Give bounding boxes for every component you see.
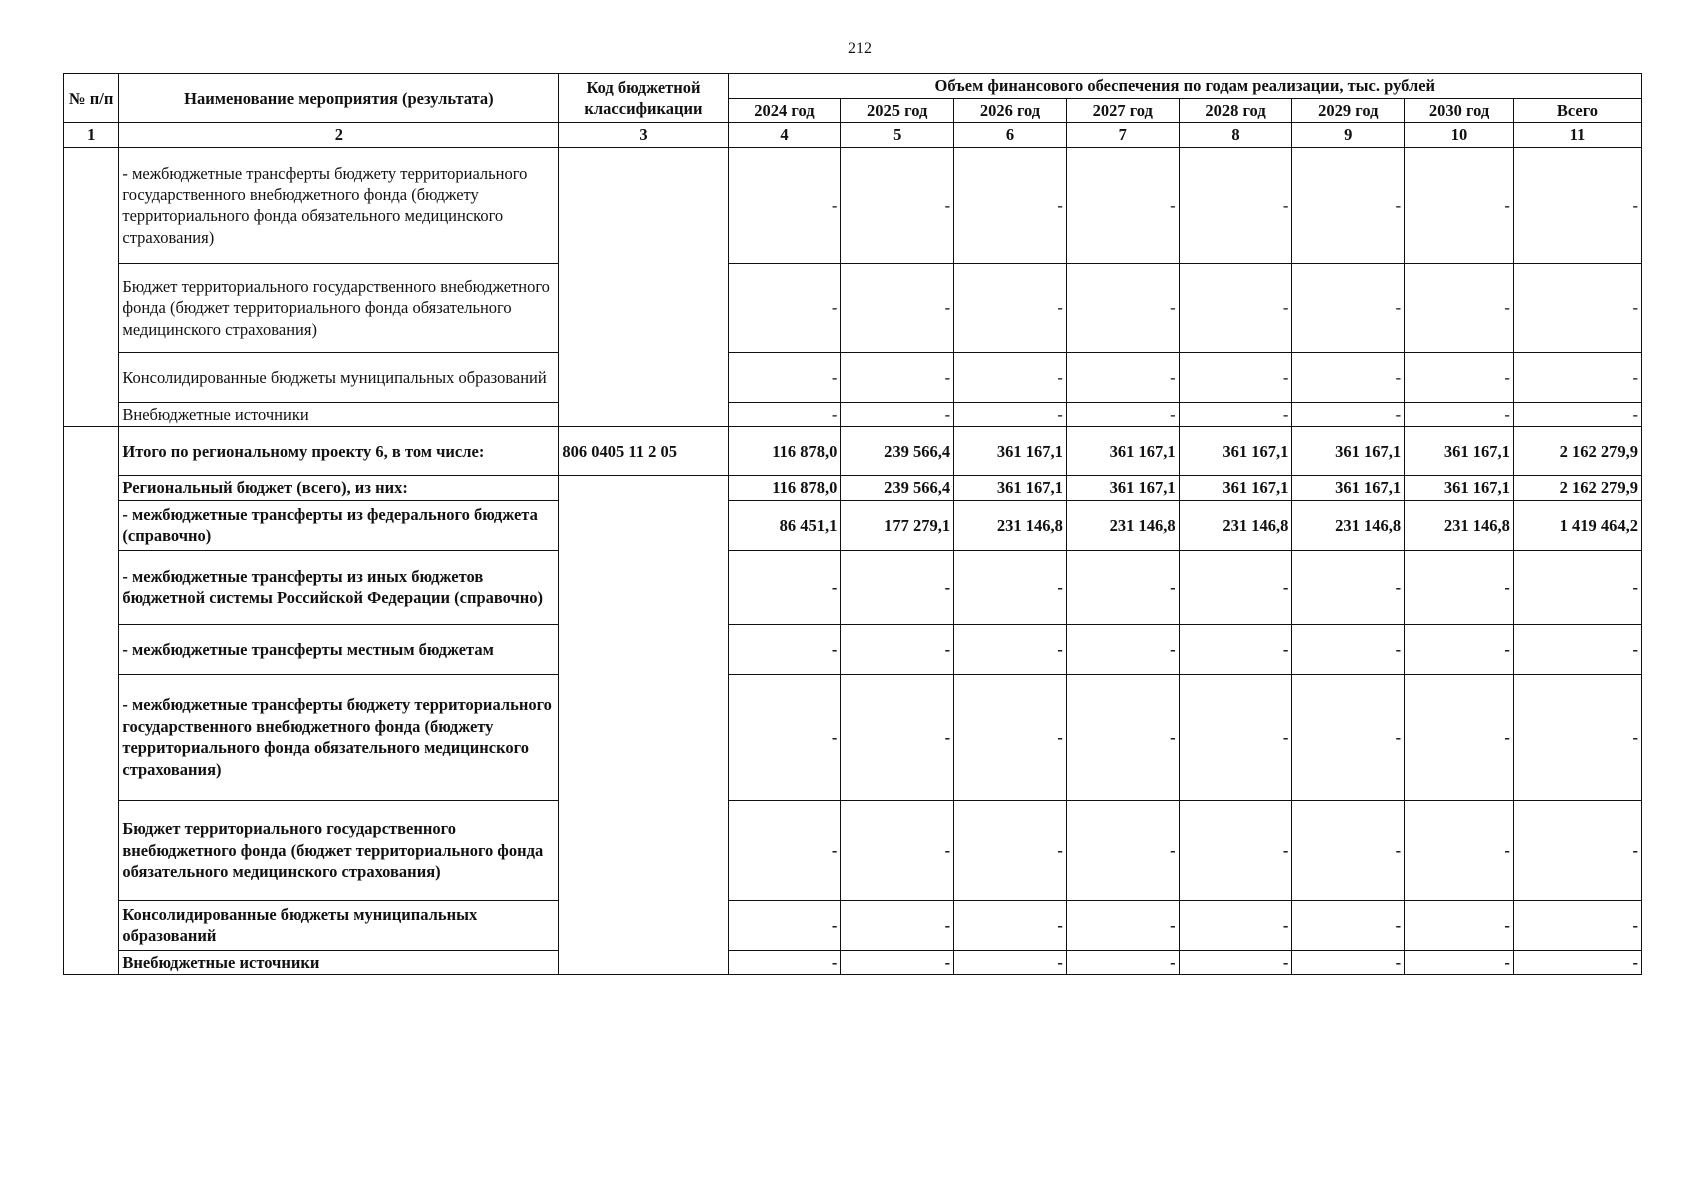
- value-cell: -: [728, 263, 841, 352]
- header-total: Всего: [1513, 99, 1641, 123]
- value-cell: 231 146,8: [1179, 500, 1292, 550]
- value-cell: -: [1405, 352, 1514, 402]
- page-number: 212: [848, 40, 872, 57]
- row-name: Консолидированные бюджеты муниципальных образований: [119, 900, 559, 950]
- row-name: Внебюджетные источники: [119, 950, 559, 974]
- value-cell: 239 566,4: [841, 476, 954, 500]
- value-cell: -: [841, 624, 954, 674]
- value-cell: 116 878,0: [728, 427, 841, 476]
- index-cell: 5: [841, 123, 954, 147]
- value-cell: -: [728, 402, 841, 426]
- row-code-cell: [559, 147, 728, 426]
- value-cell: -: [1066, 402, 1179, 426]
- value-cell: 231 146,8: [1292, 500, 1405, 550]
- value-cell: -: [1179, 624, 1292, 674]
- value-cell: -: [1292, 900, 1405, 950]
- header-year: 2029 год: [1292, 99, 1405, 123]
- row-name: Бюджет территориального государственного внебюджетного фонда (бюджет территориального фонда обязательного медицинского страхования): [119, 800, 559, 900]
- value-cell: -: [954, 550, 1067, 624]
- row-name: Региональный бюджет (всего), из них:: [119, 476, 559, 500]
- value-cell: -: [1292, 402, 1405, 426]
- header-year: 2025 год: [841, 99, 954, 123]
- value-cell: -: [728, 950, 841, 974]
- value-cell: -: [1513, 147, 1641, 263]
- value-cell: 361 167,1: [1066, 476, 1179, 500]
- row-code-cell: [559, 476, 728, 975]
- total-row-name: Итого по региональному проекту 6, в том числе:: [119, 427, 559, 476]
- value-cell: 231 146,8: [1066, 500, 1179, 550]
- value-cell: -: [954, 950, 1067, 974]
- header-name: Наименование мероприятия (результата): [119, 74, 559, 123]
- value-cell: -: [841, 352, 954, 402]
- value-cell: -: [1066, 800, 1179, 900]
- value-cell: -: [1179, 950, 1292, 974]
- value-cell: -: [728, 624, 841, 674]
- table-row: [64, 263, 1642, 352]
- table-row: [64, 352, 1642, 402]
- value-cell: 86 451,1: [728, 500, 841, 550]
- value-cell: -: [954, 263, 1067, 352]
- index-cell: 10: [1405, 123, 1514, 147]
- value-cell: -: [1405, 550, 1514, 624]
- row-name: - межбюджетные трансферты бюджету территориального государственного внебюджетного фонда (бюджету территориального фонда обязательного медицинского страхования): [119, 147, 559, 263]
- value-cell: -: [954, 147, 1067, 263]
- value-cell: -: [954, 900, 1067, 950]
- row-name: - межбюджетные трансферты из иных бюджетов бюджетной системы Российской Федерации (справочно): [119, 550, 559, 624]
- value-cell: -: [1405, 147, 1514, 263]
- table-row: [64, 624, 1642, 674]
- value-cell: -: [1066, 352, 1179, 402]
- value-cell: 361 167,1: [1405, 427, 1514, 476]
- budget-code: 806 0405 11 2 05: [559, 427, 728, 476]
- value-cell: -: [1066, 624, 1179, 674]
- value-cell: -: [1179, 900, 1292, 950]
- value-cell: -: [841, 800, 954, 900]
- value-cell: -: [728, 147, 841, 263]
- header-year: 2024 год: [728, 99, 841, 123]
- value-cell: -: [728, 352, 841, 402]
- value-cell: -: [954, 402, 1067, 426]
- value-cell: -: [1405, 674, 1514, 800]
- table-row: [64, 476, 1642, 500]
- value-cell: -: [1066, 900, 1179, 950]
- header-num: № п/п: [64, 74, 119, 123]
- value-cell: -: [1292, 800, 1405, 900]
- table-row: [64, 550, 1642, 624]
- value-cell: -: [1405, 624, 1514, 674]
- value-cell: 116 878,0: [728, 476, 841, 500]
- table-row: [64, 800, 1642, 900]
- value-cell: -: [1066, 950, 1179, 974]
- index-cell: 2: [119, 123, 559, 147]
- value-cell: -: [728, 900, 841, 950]
- row-name: Внебюджетные источники: [119, 402, 559, 426]
- index-cell: 11: [1513, 123, 1641, 147]
- value-cell: -: [841, 900, 954, 950]
- value-cell: -: [1179, 147, 1292, 263]
- value-cell: -: [1292, 674, 1405, 800]
- value-cell: -: [1513, 550, 1641, 624]
- header-year: 2028 год: [1179, 99, 1292, 123]
- value-cell: 231 146,8: [1405, 500, 1514, 550]
- index-cell: 9: [1292, 123, 1405, 147]
- index-cell: 3: [559, 123, 728, 147]
- header-year: 2027 год: [1066, 99, 1179, 123]
- value-cell: -: [1513, 402, 1641, 426]
- value-cell: -: [1066, 674, 1179, 800]
- index-cell: 1: [64, 123, 119, 147]
- value-cell: -: [841, 950, 954, 974]
- value-cell: -: [1405, 800, 1514, 900]
- value-cell: 361 167,1: [1292, 476, 1405, 500]
- value-cell: -: [954, 352, 1067, 402]
- value-cell: -: [841, 402, 954, 426]
- table-row: [64, 147, 1642, 263]
- table-row: [64, 950, 1642, 974]
- value-cell: 361 167,1: [1066, 427, 1179, 476]
- row-name: - межбюджетные трансферты бюджету территориального государственного внебюджетного фонда (бюджету территориального фонда обязательного медицинского страхования): [119, 674, 559, 800]
- value-cell: -: [1405, 263, 1514, 352]
- value-cell: -: [1179, 550, 1292, 624]
- value-cell: 239 566,4: [841, 427, 954, 476]
- header-year: 2030 год: [1405, 99, 1514, 123]
- value-cell: -: [1292, 263, 1405, 352]
- value-cell: 2 162 279,9: [1513, 427, 1641, 476]
- value-cell: 361 167,1: [954, 476, 1067, 500]
- row-name: - межбюджетные трансферты местным бюджетам: [119, 624, 559, 674]
- value-cell: -: [1405, 900, 1514, 950]
- row-num-cell: [64, 147, 119, 426]
- value-cell: -: [1292, 352, 1405, 402]
- value-cell: 361 167,1: [1179, 476, 1292, 500]
- value-cell: -: [1179, 352, 1292, 402]
- value-cell: -: [1513, 263, 1641, 352]
- row-name: Консолидированные бюджеты муниципальных образований: [119, 352, 559, 402]
- value-cell: -: [728, 800, 841, 900]
- value-cell: -: [1513, 900, 1641, 950]
- index-cell: 4: [728, 123, 841, 147]
- value-cell: -: [1066, 263, 1179, 352]
- value-cell: -: [1179, 402, 1292, 426]
- value-cell: -: [1292, 624, 1405, 674]
- value-cell: -: [1292, 147, 1405, 263]
- table-row: [64, 674, 1642, 800]
- value-cell: -: [1405, 950, 1514, 974]
- value-cell: -: [1513, 352, 1641, 402]
- value-cell: -: [1513, 950, 1641, 974]
- value-cell: -: [1405, 402, 1514, 426]
- value-cell: -: [1292, 550, 1405, 624]
- value-cell: 177 279,1: [841, 500, 954, 550]
- header-code: Код бюджетной классификации: [559, 74, 728, 123]
- value-cell: 361 167,1: [1292, 427, 1405, 476]
- table-row: [64, 900, 1642, 950]
- value-cell: -: [1513, 624, 1641, 674]
- value-cell: -: [954, 800, 1067, 900]
- budget-table: [63, 73, 1642, 975]
- value-cell: 1 419 464,2: [1513, 500, 1641, 550]
- value-cell: -: [841, 674, 954, 800]
- value-cell: -: [841, 263, 954, 352]
- value-cell: -: [1179, 263, 1292, 352]
- value-cell: -: [1513, 674, 1641, 800]
- value-cell: 361 167,1: [1405, 476, 1514, 500]
- index-cell: 6: [954, 123, 1067, 147]
- value-cell: 2 162 279,9: [1513, 476, 1641, 500]
- row-name: - межбюджетные трансферты из федерального бюджета (справочно): [119, 500, 559, 550]
- index-cell: 7: [1066, 123, 1179, 147]
- value-cell: -: [1066, 147, 1179, 263]
- value-cell: -: [1066, 550, 1179, 624]
- total-row: [64, 427, 1642, 476]
- value-cell: -: [1513, 800, 1641, 900]
- value-cell: -: [728, 550, 841, 624]
- value-cell: -: [1292, 950, 1405, 974]
- value-cell: 361 167,1: [954, 427, 1067, 476]
- value-cell: -: [954, 624, 1067, 674]
- table-row: [64, 402, 1642, 426]
- value-cell: -: [1179, 800, 1292, 900]
- value-cell: -: [1179, 674, 1292, 800]
- table-row: [64, 500, 1642, 550]
- header-volume: Объем финансового обеспечения по годам реализации, тыс. рублей: [728, 74, 1641, 99]
- row-num-cell: [64, 427, 119, 975]
- index-cell: 8: [1179, 123, 1292, 147]
- header-year: 2026 год: [954, 99, 1067, 123]
- value-cell: -: [841, 147, 954, 263]
- value-cell: -: [728, 674, 841, 800]
- value-cell: 231 146,8: [954, 500, 1067, 550]
- value-cell: -: [954, 674, 1067, 800]
- row-name: Бюджет территориального государственного внебюджетного фонда (бюджет территориального фонда обязательного медицинского страхования): [119, 263, 559, 352]
- value-cell: -: [841, 550, 954, 624]
- value-cell: 361 167,1: [1179, 427, 1292, 476]
